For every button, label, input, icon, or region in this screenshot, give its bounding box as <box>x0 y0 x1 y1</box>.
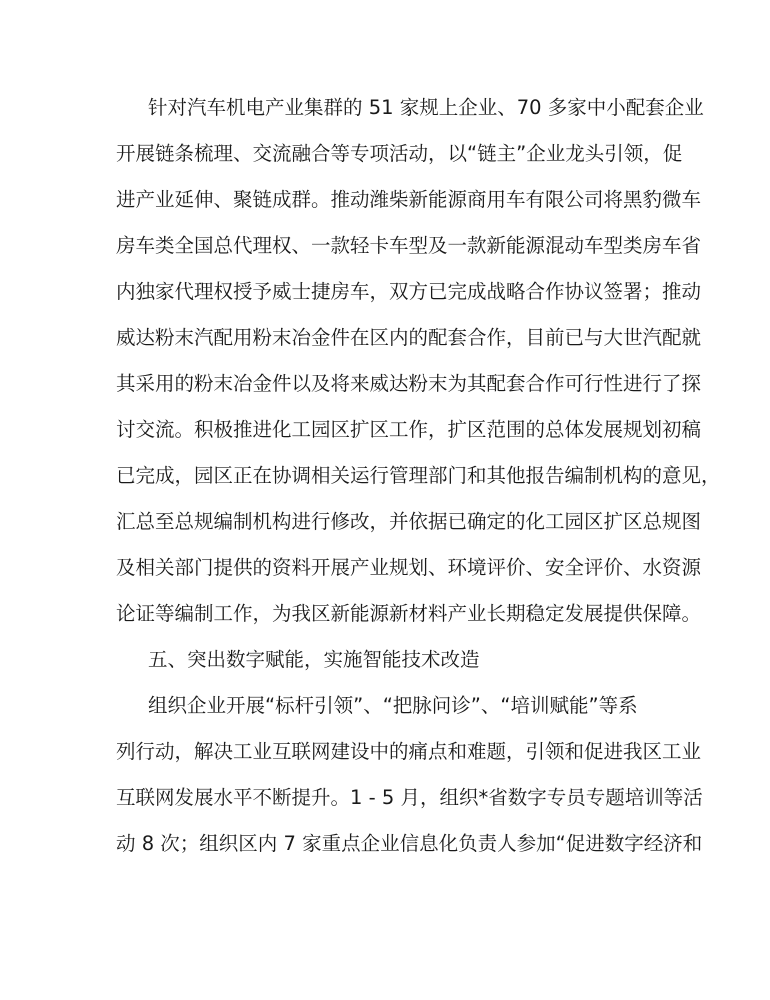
paragraph-line: 及相关部门提供的资料开展产业规划、环境评价、安全评价、水资源 <box>116 556 702 579</box>
paragraph-line: 针对汽车机电产业集群的 51 家规上企业、70 多家中小配套企业 <box>148 96 704 119</box>
section-heading: 五、突出数字赋能，实施智能技术改造 <box>148 648 480 671</box>
paragraph-line: 开展链条梳理、交流融合等专项活动，以“链主”企业龙头引领，促 <box>116 142 683 165</box>
paragraph-line: 已完成，园区正在协调相关运行管理部门和其他报告编制机构的意见， <box>116 464 721 487</box>
paragraph-line: 动 8 次；组织区内 7 家重点企业信息化负责人参加“促进数字经济和 <box>116 832 703 855</box>
paragraph-line: 讨交流。积极推进化工园区扩区工作，扩区范围的总体发展规划初稿 <box>116 418 702 441</box>
paragraph-line: 进产业延伸、聚链成群。推动潍柴新能源商用车有限公司将黑豹微车 <box>116 188 702 211</box>
paragraph-line: 论证等编制工作，为我区新能源新材料产业长期稳定发展提供保障。 <box>116 602 702 625</box>
paragraph-line: 互联网发展水平不断提升。1 - 5 月，组织*省数字专员专题培训等活 <box>116 786 703 809</box>
paragraph-line: 房车类全国总代理权、一款轻卡车型及一款新能源混动车型类房车省 <box>116 234 702 257</box>
paragraph-line: 内独家代理权授予威士捷房车，双方已完成战略合作协议签署；推动 <box>116 280 702 303</box>
paragraph-line: 汇总至总规编制机构进行修改，并依据已确定的化工园区扩区总规图 <box>116 510 702 533</box>
paragraph-line: 组织企业开展“标杆引领”、“把脉问诊”、“培训赋能”等系 <box>148 694 638 717</box>
paragraph-line: 威达粉末汽配用粉末冶金件在区内的配套合作，目前已与大世汽配就 <box>116 326 702 349</box>
paragraph-line: 其采用的粉末冶金件以及将来威达粉末为其配套合作可行性进行了探 <box>116 372 702 395</box>
paragraph-line: 列行动，解决工业互联网建设中的痛点和难题，引领和促进我区工业 <box>116 740 702 763</box>
